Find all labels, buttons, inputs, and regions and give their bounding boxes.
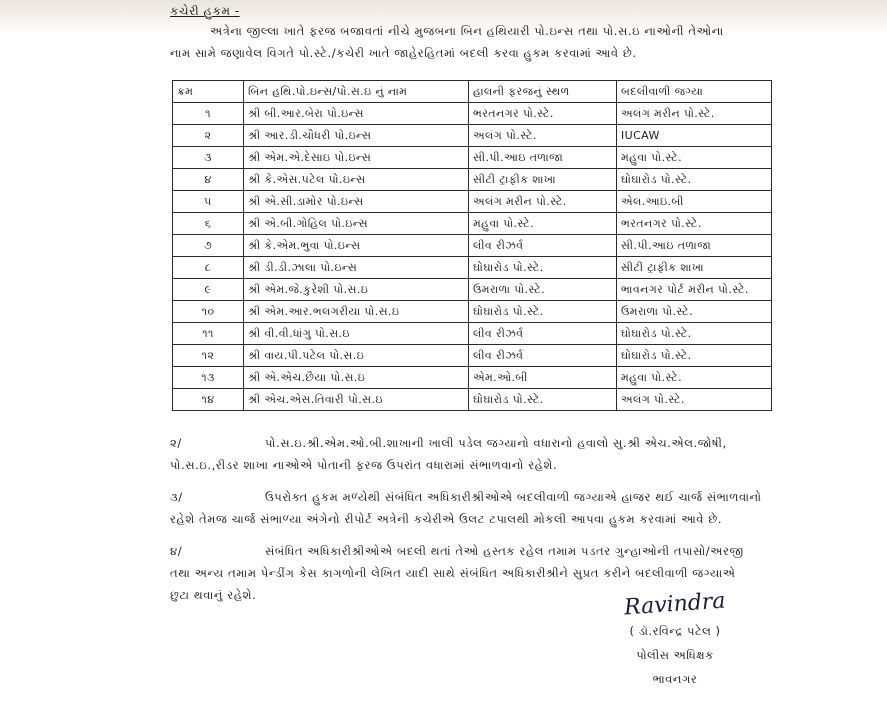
paragraph-2 [170,432,770,476]
column-header-current-post: હાલની ફરજનું સ્થળ [469,81,617,103]
cell-sr: ૧ [173,103,244,125]
table-row [173,279,772,301]
cell-new: એલ.આઇ.બી [617,191,772,213]
paragraph-3 [170,486,770,530]
cell-new: મહુવા પો.સ્ટે. [617,367,772,389]
cell-sr: ૧૨ [173,345,244,367]
cell-name: શ્રી એ.એચ.છૈયા પો.સ.ઇ [244,367,469,389]
cell-current: ઘોઘારોડ પો.સ્ટે. [469,389,617,411]
table-row [173,125,772,147]
signatory-name: ( ડૉ.રવિન્દ્ર પટેલ ) [629,624,721,638]
table-row [173,147,772,169]
cell-new: અલંગ મરીન પો.સ્ટે. [617,103,772,125]
cell-sr: ૪ [173,169,244,191]
cell-name: શ્રી એમ.જે.કુરેશી પો.સ.ઇ [244,279,469,301]
cell-name: શ્રી એ.સી.ડામોર પો.ઇન્સ [244,191,469,213]
cell-new: મહુવા પો.સ્ટે. [617,147,772,169]
cell-name: શ્રી વાય.પી.પટેલ પો.સ.ઇ [244,345,469,367]
table-row [173,213,772,235]
table-row [173,235,772,257]
cell-sr: ૩ [173,147,244,169]
cell-current: સી.પી.આઇ તળાજા [469,147,617,169]
paragraph-3-line-1: ૩/ ઉપરોક્ત હુકમ મળ્યેથી સંબંધિત અધિકારીશ્રીઓએ બદલીવાળી જગ્યાએ હાજર થઈ ચાર્જ સંભાળવાનો [170,486,770,508]
cell-name: શ્રી બી.આર.બેરા પો.ઇન્સ [244,103,469,125]
table-row [173,323,772,345]
cell-new: ઘોઘારોડ પો.સ્ટે. [617,345,772,367]
cell-current: મહુવા પો.સ્ટે. [469,213,617,235]
office-order-title: કચેરી હુકમ - [170,4,240,18]
paragraph-3-number: ૩/ [170,490,183,504]
cell-new: અલંગ પો.સ્ટે. [617,389,772,411]
table-row [173,301,772,323]
cell-current: અલંગ મરીન પો.સ્ટે. [469,191,617,213]
cell-name: શ્રી એમ.એ.દેસાઇ પો.ઇન્સ [244,147,469,169]
cell-name: શ્રી કે.એમ.ભુવા પો.ઇન્સ [244,235,469,257]
cell-name: શ્રી આર.ડી.ચૌધરી પો.ઇન્સ [244,125,469,147]
intro-line-1: અત્રેના જીલ્લા ખાતે ફરજ બજાવતાં નીચે મુજબના બિન હથિયારી પો.ઇન્સ તથા પો.સ.ઇ નાઓની તેઓના [210,24,724,38]
signatory-place: ભાવનગર [652,672,698,686]
cell-new: ઉમરાળા પો.સ્ટે. [617,301,772,323]
cell-sr: ૬ [173,213,244,235]
table-row [173,345,772,367]
cell-sr: ૧૪ [173,389,244,411]
signatory-designation: પોલીસ અધિક્ષક [636,648,714,662]
cell-new: સીટી ટ્રાફીક શાખા [617,257,772,279]
cell-current: ભરતનગર પો.સ્ટે. [469,103,617,125]
cell-current: લીવ રીઝર્વ [469,235,617,257]
column-header-sr: ક્રમ [173,81,244,103]
cell-name: શ્રી એમ.આર.ભલગરીયા પો.સ.ઇ [244,301,469,323]
paragraph-2-line-1: ૨/ પો.સ.ઇ.શ્રી.એમ.ઓ.બી.શાખાની ખાલી પડેલ જગ્યાનો વધારાનો હવાલો સુ.શ્રી એચ.એલ.જોષી, [170,432,770,454]
paragraph-2-number: ૨/ [170,436,182,450]
cell-new: ઘોઘારોડ પો.સ્ટે. [617,323,772,345]
cell-name: શ્રી કે.એસ.પટેલ પો.ઇન્સ [244,169,469,191]
column-header-name: બિન હથિ.પો.ઇન્સ/પો.સ.ઇ નું નામ [244,81,469,103]
handwritten-signature: Ravindra [623,588,727,621]
transfer-table [172,80,772,411]
paragraph-2-line-2: પો.સ.ઇ.,રીડર શાખા નાઓએ પોતાની ફરજ ઉપરાંત વધારામાં સંભાળવાનો રહેશે. [170,458,558,472]
paragraph-3-line-2: રહેશે તેમજ ચાર્જ સંભાળ્યા અંગેનો રીપોર્ટ અત્રેની કચેરીએ ઉલટ ટપાલથી મોકલી આપવા હુકમ કરવામાં આવે છે. [170,512,723,526]
table-header-row [173,81,772,103]
paragraph-4-number: ૪/ [170,544,183,558]
cell-name: શ્રી એ.બી.ગોહિલ પો.ઇન્સ [244,213,469,235]
cell-new: ભરતનગર પો.સ્ટે. [617,213,772,235]
cell-sr: ૧૧ [173,323,244,345]
table-row [173,191,772,213]
cell-current: ઘોઘારોડ પો.સ્ટે. [469,301,617,323]
cell-name: શ્રી ડી.ડી.ઝાલા પો.ઇન્સ [244,257,469,279]
cell-current: લીવ રીઝર્વ [469,345,617,367]
cell-new: ઘોઘારોડ પો.સ્ટે. [617,169,772,191]
cell-sr: ૮ [173,257,244,279]
cell-sr: ૧૦ [173,301,244,323]
cell-sr: ૨ [173,125,244,147]
cell-name: શ્રી એચ.એસ.તિવારી પો.સ.ઇ [244,389,469,411]
cell-current: લીવ રીઝર્વ [469,323,617,345]
cell-sr: ૫ [173,191,244,213]
paragraph-4-line-3: છુટા થવાનું રહેશે. [170,588,257,602]
intro-line-2: નામ સામે જણાવેલ વિગતે પો.સ્ટે./કચેરી ખાતે જાહેરહિતમાં બદલી કરવા હુકમ કરવામાં આવે છે. [170,46,637,60]
office-order-document [170,0,770,711]
table-row [173,257,772,279]
cell-current: એમ.ઓ.બી [469,367,617,389]
cell-current: અલંગ પો.સ્ટે. [469,125,617,147]
cell-sr: ૧૩ [173,367,244,389]
column-header-new-post: બદલીવાળી જગ્યા [617,81,772,103]
paragraph-4-line-1: ૪/ સંબંધિત અધિકારીશ્રીઓએ બદલી થતાં તેઓ હસ્તક રહેલ તમામ પડતર ગુન્હાઓની તપાસો/અરજી [170,540,770,562]
cell-new: સી.પી.આઇ તળાજા [617,235,772,257]
cell-current: સીટી ટ્રાફીક શાખા [469,169,617,191]
intro-paragraph [170,20,770,64]
paragraph-4-line-2: તથા અન્ય તમામ પેન્ડીંગ કેસ કાગળોની લેખિત યાદી સાથે સંબંધિત અધિકારીશ્રીને સુપ્રત કરીને બદલીવાળી જગ્યાએ [170,566,736,580]
cell-new: IUCAW [617,125,772,147]
table-row [173,389,772,411]
cell-current: ઘોઘારોડ પો.સ્ટે. [469,257,617,279]
signature-block [580,588,770,691]
cell-new: ભાવનગર પોર્ટ મરીન પો.સ્ટે. [617,279,772,301]
table-row [173,169,772,191]
cell-sr: ૯ [173,279,244,301]
table-row [173,367,772,389]
cell-current: ઉમરાળા પો.સ્ટે. [469,279,617,301]
cell-sr: ૭ [173,235,244,257]
table-row [173,103,772,125]
cell-name: શ્રી વી.વી.ધાંગુ પો.સ.ઇ [244,323,469,345]
